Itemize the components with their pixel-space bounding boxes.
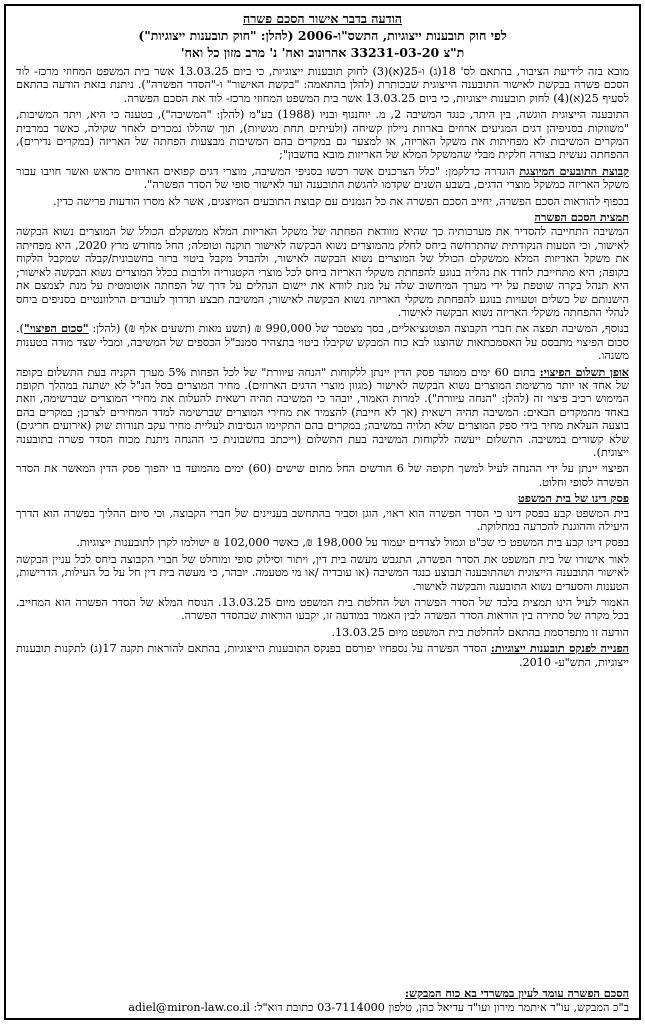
paragraph-compensation <box>16 322 629 362</box>
registry-text: הסדר הפשרה על נספחיו יפורסם בפנקס התובענות הייצוגיות, בהתאם להוראות תקנה 17(ג) לתקנות תובענות ייצוגיות, התש"ע- 2010. <box>16 642 629 669</box>
compensation-label: "סכום הפיצוי" <box>23 321 89 336</box>
notice-footer <box>16 987 629 1014</box>
notice-header <box>16 10 629 61</box>
section-heading-summary: תמצית הסכם הפשרה <box>534 210 629 225</box>
paragraph-fees: בפסק דינו קבע בית המשפט כי שכ"ט וגמול לצדדים יעמוד על 198,000 ₪, כאשר 102,000 ₪ ישולמו לקרן לתובענות ייצוגיות. <box>76 536 629 550</box>
footer-heading: הסכם הפשרה עומד לעיון במשרדי בא כוח המבקש: <box>404 986 629 1001</box>
contact-email[interactable]: adiel@miron-law.co.il <box>128 1000 250 1014</box>
paragraph-period: הפיצוי יינתן על ידי ההנחה לעיל למשך תקופה של 6 חודשים החל מתום שישים (60) ימים מהמועד בו יהפוך פסק הדין המאשר את הסדר הפשרה לסופי וחלוט. <box>16 462 629 489</box>
notice-page <box>4 4 641 1020</box>
contact-line: ב"כ המבקש, עו"ד איתמר מירון ועו"ד עדיאל כהן, טלפון 03-7114000 כתובת דוא"ל: <box>253 1000 629 1014</box>
paragraph-registry <box>16 642 629 669</box>
notice-body <box>16 65 629 669</box>
paragraph-res-judicata: לאור אישורו של בית המשפט את הסדר הפשרה, התגבש מעשה בית דין, ויתור וסילוק סופי ומוחלט של חברי הקבוצה ביחס לכל עניין הבקשה לאישור התובענה הייצוגית ושהתובענה תבוצע כנגד המשיבה (או עובדיה /או מי מטעמה. יובהר, כי מעשה בית דין חל על כל העילות, הדרישות, הטענות והסעדים נשוא התובענה והבקשה לאישור. <box>16 552 629 593</box>
compensation-text: בנוסף, המשיבה תפצה את חברי הקבוצה הפוטנציאליים, בסך מצטבר של 990,000 ₪ (תשע מאות ותשעים אלף ₪) (להלן: <box>92 322 629 336</box>
paragraph-obligations: המשיבה התחייבה להסדיר את מערכותיה כך שהיא מוודאת הפחתה של משקל האריזות המלא ממשקלם הכולל של המוצרים נשוא הבקשה לאישור, וכי הטעות הנקודתית שהתרחשה ביחס לחלק מהמוצרים נשוא הבקשה לאישור תוקנה וטופלה; החל מחודש מרץ 2020, היא מפחיתה את משקל האריזות המלא ממשקלם הכולל של המוצרים נשוא הבקשה לאישור, ולהבדל מקבל ביטוי ברור בחשבונית/קבלה שמקבל הלקוח בקופה; היא מתחייבת לחדד את נהליה בנוגע להפחתת משקלי האריזה ביחס לכל מוצרי הקטגוריה ולרבות בכלל המוצרים נשוא הבקשה לאישור; היא תנהל בקרה שוטפת על ידי מערך המיחשוב שלה על מנת לוודא את יישום הנהלים על דרך של הפחתה אוטומטית על מנת לצמצם את הישנותם של כשלים וטעויות בנוגע להפחתת משקלי האריזה נשוא הבקשה לאישור; המשיבה תבצע תדרוך לעובדים הרלוונטיים בסניפים ביחס לנהלי ההפחתה משקלי האריזה נשוא הבקשה לאישור. <box>16 225 629 319</box>
notice-title: הודעה בדבר אישור הסכם פשרה <box>243 11 402 26</box>
paragraph-class <box>16 165 629 192</box>
paragraph-judgment: בית המשפט קבע בפסק דינו כי הסדר הפשרה הוא ראוי, הוגן וסביר בהתחשב בעניינים של חברי הקבוצה, וכי סיום ההליך בפשרה הוא הדרך היעילה וההוגנת להכרעה במחלוקת. <box>16 506 629 533</box>
case-number: ת"צ 33231-03-20 אהרונוב ואח' נ' מרב מזון כל ואח' <box>180 45 465 60</box>
registry-label: הפנייה לפנקס תובענות ייצוגיות: <box>490 641 629 656</box>
paragraph-intro: מובא בזה לידיעת הציבור, בהתאם לס' 18(ג) ו-25(א)(3) לחוק תובענות ייצוגיות, כי ביום 13.03.25 אשר בית המשפט המחוזי מרכז- לוד הסכם פשרה בבקשת לאישור התובענה הייצוגית שבכותרת (להלן בהתאמה: "בקשת האישור" ו-"הסדר הפשרה"). ניתנת בזאת הודעה בהתאם לסעיף 25(א)(4) לחוק תובענות ייצוגיות, כי ביום 13.03.25 אשר בית המשפט המחוזי מרכז- לוד את הסכם הפשרה. <box>16 65 629 105</box>
payment-label: אופן תשלום הפיצוי: <box>539 364 629 379</box>
paragraph-summary-note: האמור לעיל הינו תמצית בלבד של הסדר הפשרה ושל החלטת בית המשפט מיום 13.03.25. הנוסח המלא של הסדר הפשרה הוא המחייב. בכל מקרה של סתירה בין הוראות הסדר הפשרה לבין האמור במודעה זו, יקבעו הוראות שבהסדר הפשרה. <box>16 596 629 623</box>
paragraph-payment <box>16 366 629 460</box>
paragraph-claim: התובענה הייצוגית הוגשה, בין היתר, כנגד המשיבה 2, מ. יוחננוף ובניו (1988) בע"מ (להלן: "המשיבה"), בטענה כי היא, ויתר המשיבות, "משווקות בסניפיהן דגים המגיעים ארוזים בארוזת ניילון קשיחה (ולעיתים תחת מגשיות), תוך שהללו נמכרים לאחר שקילה, כאשר במרבית המקרים המשיבות לא מפחיתות את משקל האריזה, או למצער גם במקרים בהם המשיבות מבצעות הפחתה של האריזה (במקרים נדירים), ההפחתה נעשית בצורה חלקית מבלי שהמשקל המלא של האריזות מובא בחשבון"; <box>16 108 629 162</box>
law-reference: לפי חוק תובענות ייצוגיות, התשס"ו-2006 (להלן: "חוק תובענות ייצוגיות") <box>138 28 507 43</box>
section-heading-judgment: פסק דינו של בית המשפט <box>518 491 629 506</box>
compensation-text-2: ). סכום הפיצוי מתבסס על האסמכתאות שהוצגו לבא כוח המבקש שקיבלו ביטוי בתצהיר סמנכ"ל הכספים של המשיבה, ומבלי שצד מודה בטענות משנהו. <box>16 322 629 363</box>
paragraph-binding: בכפוף להוראות הסכם הפשרה, יחייב הסכם הפשרה את כל הנמנים עם קבוצת התובעים המיוצגים, אשר לא מסרו הודעות פרישה כדין. <box>53 194 629 208</box>
payment-text: בתום 60 ימים ממועד פסק הדין יינתן ללקוחות "הנחה עיוורת" של לכל הפחות 5% מערך הקניה בעת התשלום בקופה של אחד או יותר מרשימת המוצרים נשוא הבקשה לאישור (מגוון מוצרי הדגים הארוזים). מחיר המוצרים בסל הנ"ל לא ישתנה במהלך תקופת המימוש רכיב פיצוי זה (להלן: "הנחה עיוורת"). למרות האמור, יובהר כי המשיבה תהיה רשאית להעלות את מחירי המוצרים שברשימה, וזאת באחד מהמקרים הבאים: המשיבה תהיה רשאית (אך לא חייבת) להצמיד את מחירי המוצרים שברשימה למדד המחירים לצרכן; במקרים בהם בוצעה העלאת מחיר בידי ספק המוצרים שלא תלויה במשיבה; במקרים בהם התקיימו הנסיבות לעליית מחיר עקב תנודות שוק (אירועים חריגים) שלא קשורים במשיבה. התשלום ייעשה ללקוחות המשיבה בעת התשלום (וייכתב בחשבונית כי ההנחה ניתנת מכוח הסדר פשרה בתובענה ייצוגית). <box>16 365 629 459</box>
class-definition: הוגדרה כדלקמן: "כלל הצרכנים אשר רכשו בסניפי המשיבה, מוצרי דגים קפואים הארוזים מראש ואשר חויבו עבור משקל האריזה כמשקל מוצרי הדגים, בשבע השנים שקדמו להגשת התובענה ועד לאישור סופי של הסדר הפשרה". <box>16 164 629 192</box>
class-label: קבוצת התובעים המיוצגת <box>519 163 629 178</box>
footer-contact <box>16 1001 629 1014</box>
paragraph-publication: הודעה זו מתפרסמת בהתאם להחלטת בית המשפט מיום 13.03.25. <box>331 625 629 639</box>
